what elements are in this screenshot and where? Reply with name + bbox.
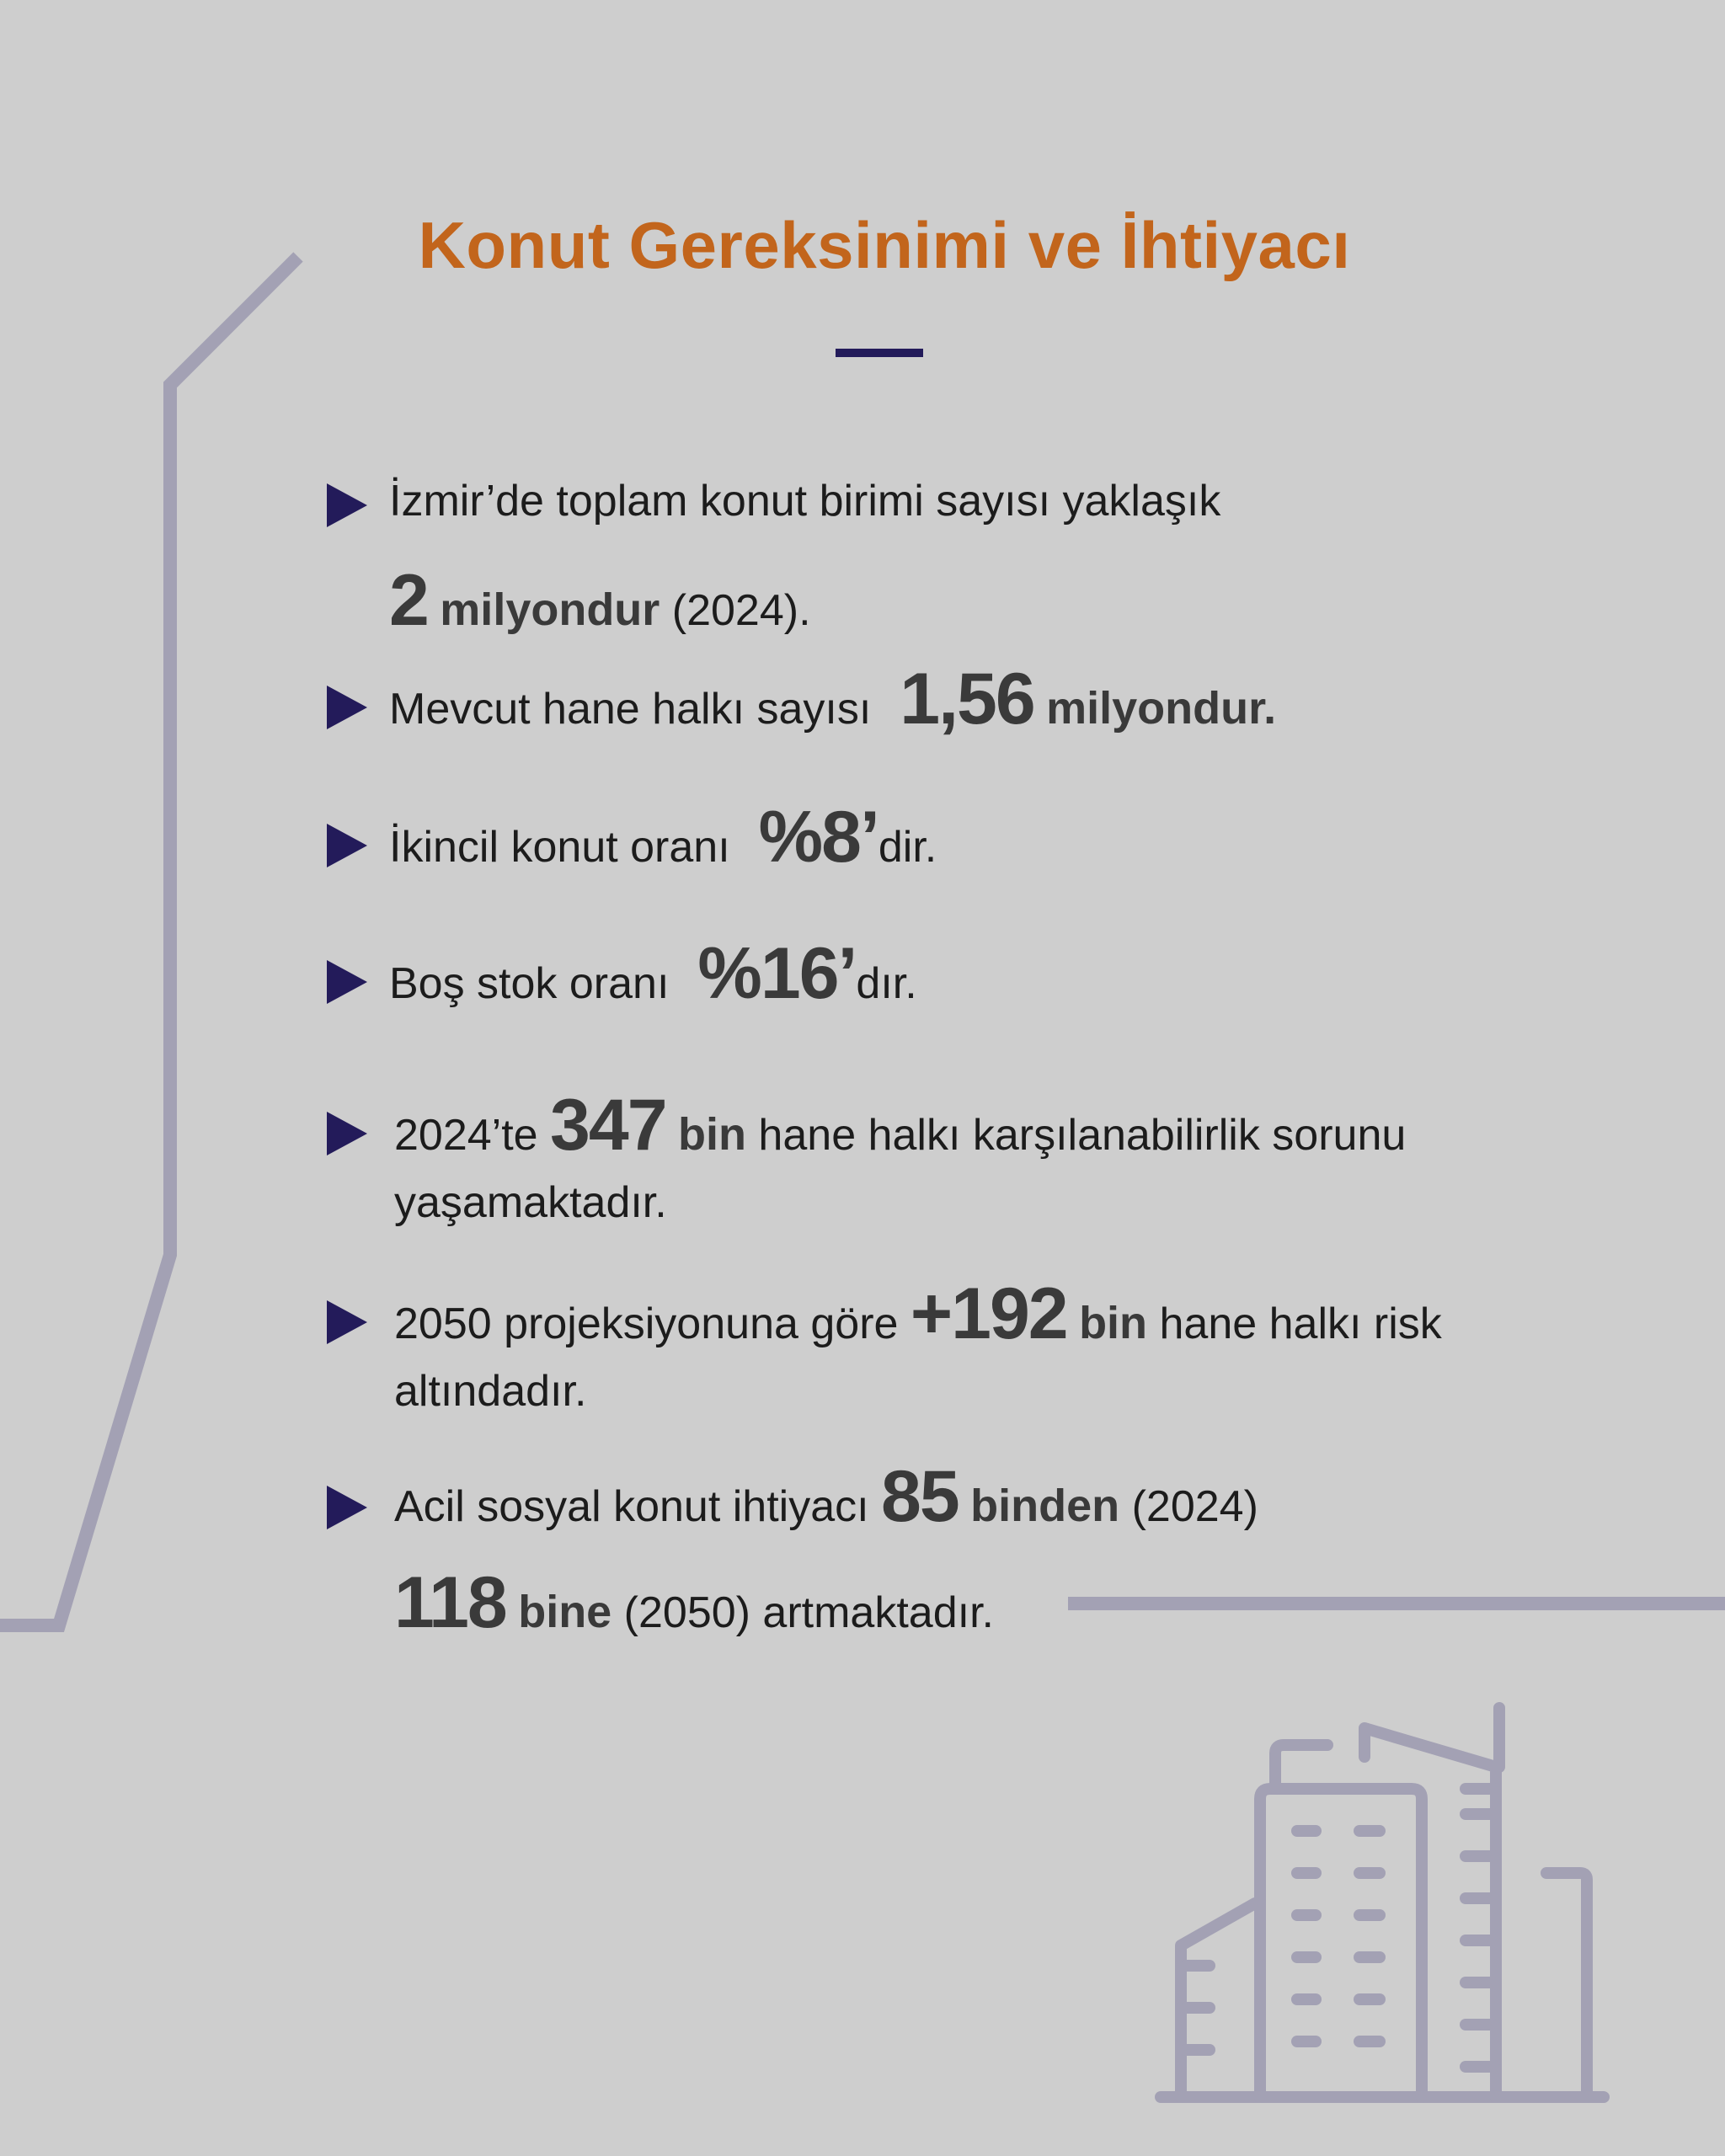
bullet-text: Acil sosyal konut ihtiyacı [394, 1482, 882, 1531]
highlight-value: 85 [881, 1456, 959, 1537]
highlight-unit: bin [1079, 1298, 1148, 1348]
highlight-value: 347 [550, 1085, 666, 1166]
page-title: Konut Gereksinimi ve İhtiyacı [418, 208, 1351, 282]
bullet-text: Boş stok oranı [389, 959, 670, 1008]
bullet-text-line2: altındadır. [394, 1367, 587, 1416]
bullet-text-suffix: (2024) [1119, 1482, 1258, 1531]
bullet-text-line2: yaşamaktadır. [394, 1178, 667, 1227]
bullet-text-suffix: dır. [856, 959, 917, 1008]
highlight-unit: milyondur. [1046, 683, 1277, 734]
bullet-text-suffix: (2050) artmaktadır. [611, 1588, 994, 1637]
highlight-unit: binden [970, 1481, 1120, 1531]
highlight-value: %8’ [758, 797, 879, 878]
highlight-value: 1,56 [900, 659, 1034, 739]
bullet-text: İkincil konut oranı [389, 823, 730, 872]
bullet-text: 2050 projeksiyonuna göre [394, 1299, 911, 1348]
highlight-value: 2 [389, 560, 428, 641]
bullet-text: İzmir’de toplam konut birimi sayısı yaklaşık [389, 477, 1221, 526]
bullet-text-suffix: dir. [878, 823, 937, 872]
highlight-unit: bin [678, 1109, 746, 1160]
bullet-text: Mevcut hane halkı sayısı [389, 685, 872, 734]
highlight-value: 118 [394, 1562, 506, 1643]
bullet-text: 2024’te [394, 1111, 551, 1160]
highlight-value: +192 [910, 1273, 1067, 1354]
highlight-unit: bine [518, 1587, 612, 1637]
bullet-text-suffix: hane halkı risk [1147, 1299, 1442, 1348]
highlight-unit: milyondur [440, 584, 660, 635]
bullet-text-suffix: (2024). [660, 586, 811, 635]
bullet-text-suffix: hane halkı karşılanabilirlik sorunu [745, 1111, 1407, 1160]
highlight-value: %16’ [697, 933, 857, 1014]
